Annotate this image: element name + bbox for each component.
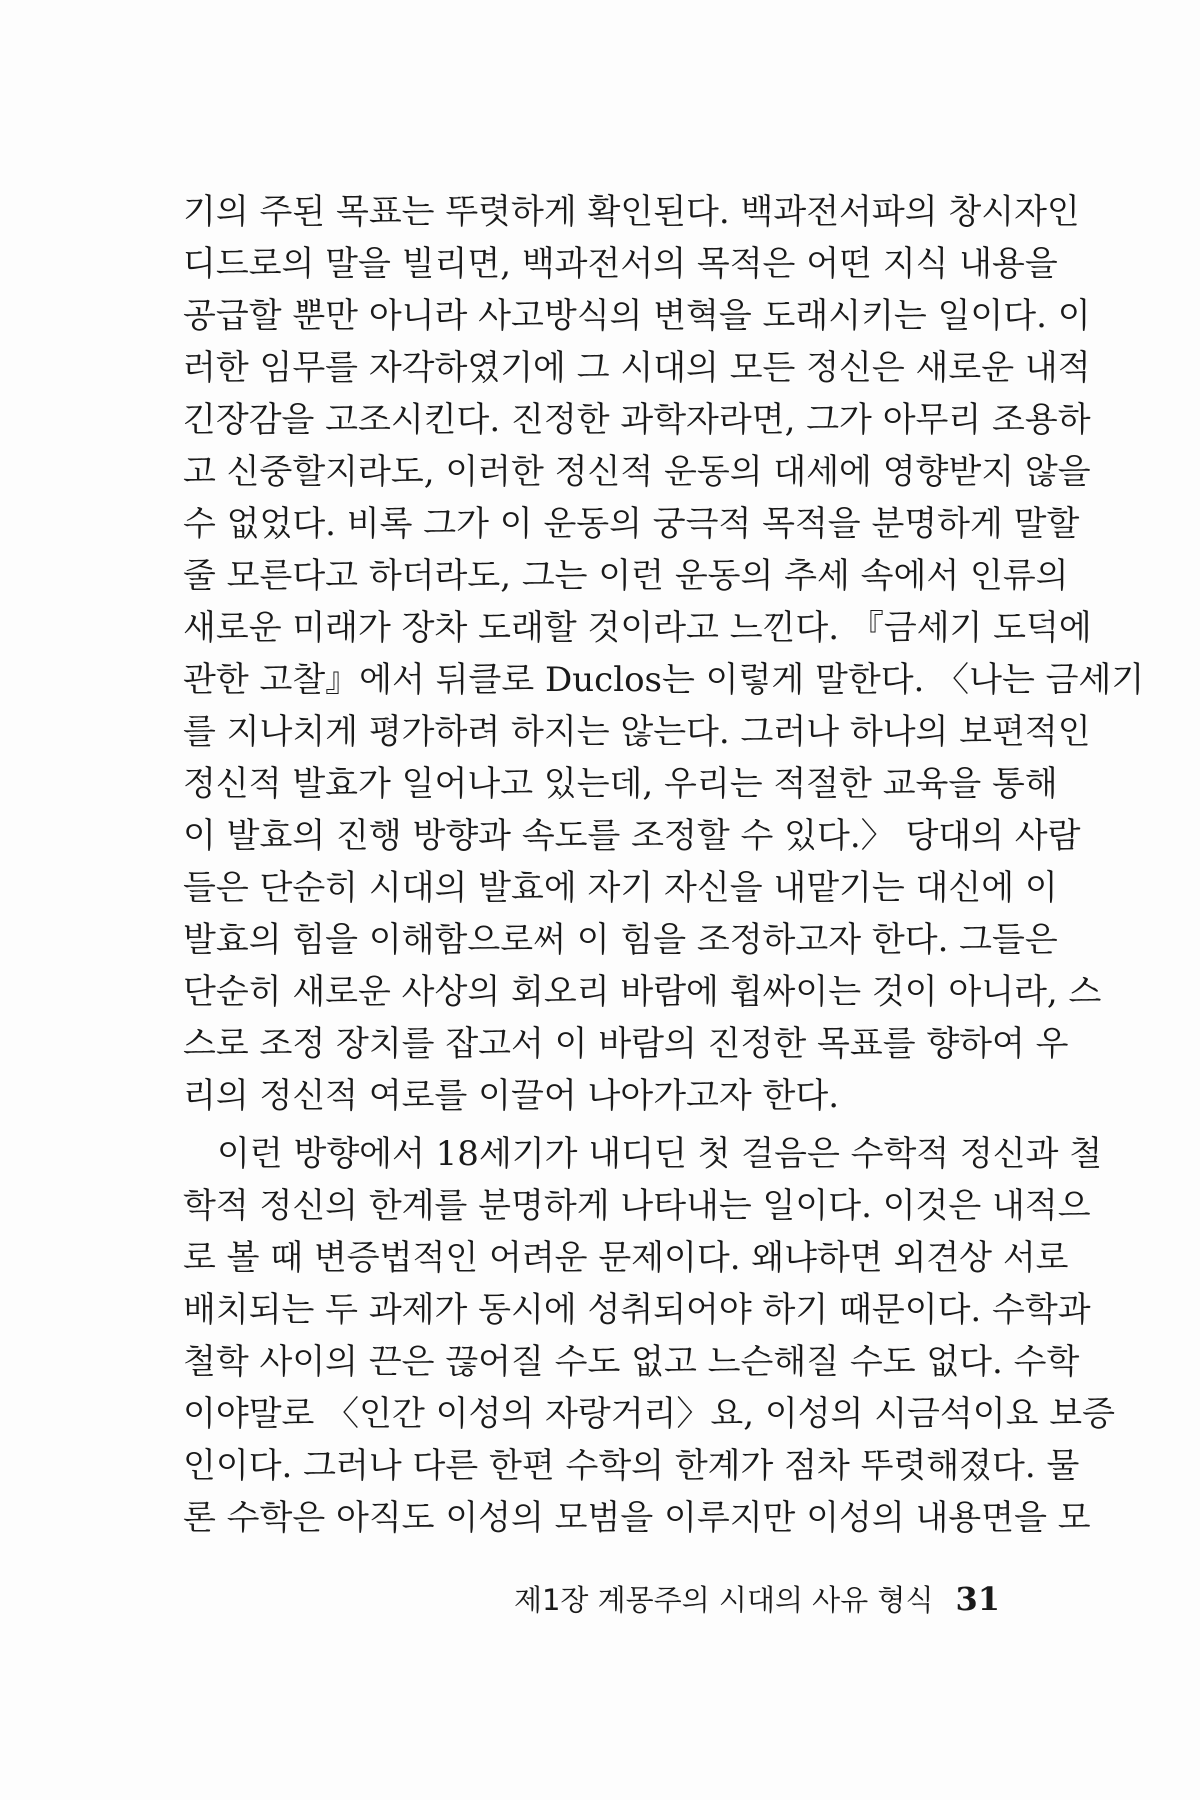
text-line: 이 발효의 진행 방향과 속도를 조정할 수 있다.〉 당대의 사람 (183, 816, 1081, 856)
text-line: 긴장감을 고조시킨다. 진정한 과학자라면, 그가 아무리 조용하 (183, 400, 1091, 440)
running-head: 제1장 계몽주의 시대의 사유 형식 (513, 1583, 934, 1617)
page-footer (514, 1578, 1000, 1619)
text-line: 스로 조정 장치를 잡고서 이 바람의 진정한 목표를 향하여 우 (183, 1024, 1069, 1064)
text-line: 관한 고찰』에서 뒤클로 Duclos는 이렇게 말한다. 〈나는 금세기 (183, 660, 1145, 700)
text-line: 인이다. 그러나 다른 한편 수학의 한계가 점차 뚜렷해졌다. 물 (183, 1446, 1080, 1486)
text-line: 이런 방향에서 18세기가 내디딘 첫 걸음은 수학적 정신과 철 (217, 1134, 1103, 1174)
text-line: 철학 사이의 끈은 끊어질 수도 없고 느슨해질 수도 없다. 수학 (183, 1342, 1080, 1382)
text-line: 단순히 새로운 사상의 회오리 바람에 휩싸이는 것이 아니라, 스 (183, 972, 1102, 1012)
paragraph-2 (183, 1128, 1115, 1544)
text-line: 이야말로 〈인간 이성의 자랑거리〉요, 이성의 시금석이요 보증 (183, 1394, 1115, 1434)
text-line: 발효의 힘을 이해함으로써 이 힘을 조정하고자 한다. 그들은 (183, 920, 1058, 960)
text-line: 기의 주된 목표는 뚜렷하게 확인된다. 백과전서파의 창시자인 (183, 192, 1080, 232)
text-line: 새로운 미래가 장차 도래할 것이라고 느낀다. 『금세기 도덕에 (183, 608, 1092, 648)
text-line: 고 신중할지라도, 이러한 정신적 운동의 대세에 영향받지 않을 (183, 452, 1091, 492)
text-line: 들은 단순히 시대의 발효에 자기 자신을 내맡기는 대신에 이 (183, 868, 1058, 908)
text-line: 정신적 발효가 일어나고 있는데, 우리는 적절한 교육을 통해 (183, 764, 1058, 804)
text-line: 론 수학은 아직도 이성의 모범을 이루지만 이성의 내용면을 모 (183, 1498, 1091, 1538)
page-number: 31 (955, 1580, 1000, 1618)
text-line: 로 볼 때 변증법적인 어려운 문제이다. 왜냐하면 외견상 서로 (183, 1238, 1069, 1278)
text-line: 수 없었다. 비록 그가 이 운동의 궁극적 목적을 분명하게 말할 (183, 504, 1080, 544)
text-line: 디드로의 말을 빌리면, 백과전서의 목적은 어떤 지식 내용을 (183, 244, 1058, 284)
text-line: 리의 정신적 여로를 이끌어 나아가고자 한다. (183, 1076, 840, 1116)
text-line: 러한 임무를 자각하였기에 그 시대의 모든 정신은 새로운 내적 (183, 348, 1091, 388)
paragraph-1 (183, 186, 1145, 1122)
text-line: 를 지나치게 평가하려 하지는 않는다. 그러나 하나의 보편적인 (183, 712, 1091, 752)
text-line: 배치되는 두 과제가 동시에 성취되어야 하기 때문이다. 수학과 (183, 1290, 1091, 1330)
text-line: 공급할 뿐만 아니라 사고방식의 변혁을 도래시키는 일이다. 이 (183, 296, 1091, 336)
text-line: 줄 모른다고 하더라도, 그는 이런 운동의 추세 속에서 인류의 (183, 556, 1069, 596)
text-line: 학적 정신의 한계를 분명하게 나타내는 일이다. 이것은 내적으 (183, 1186, 1091, 1226)
body-text (183, 186, 1145, 1544)
